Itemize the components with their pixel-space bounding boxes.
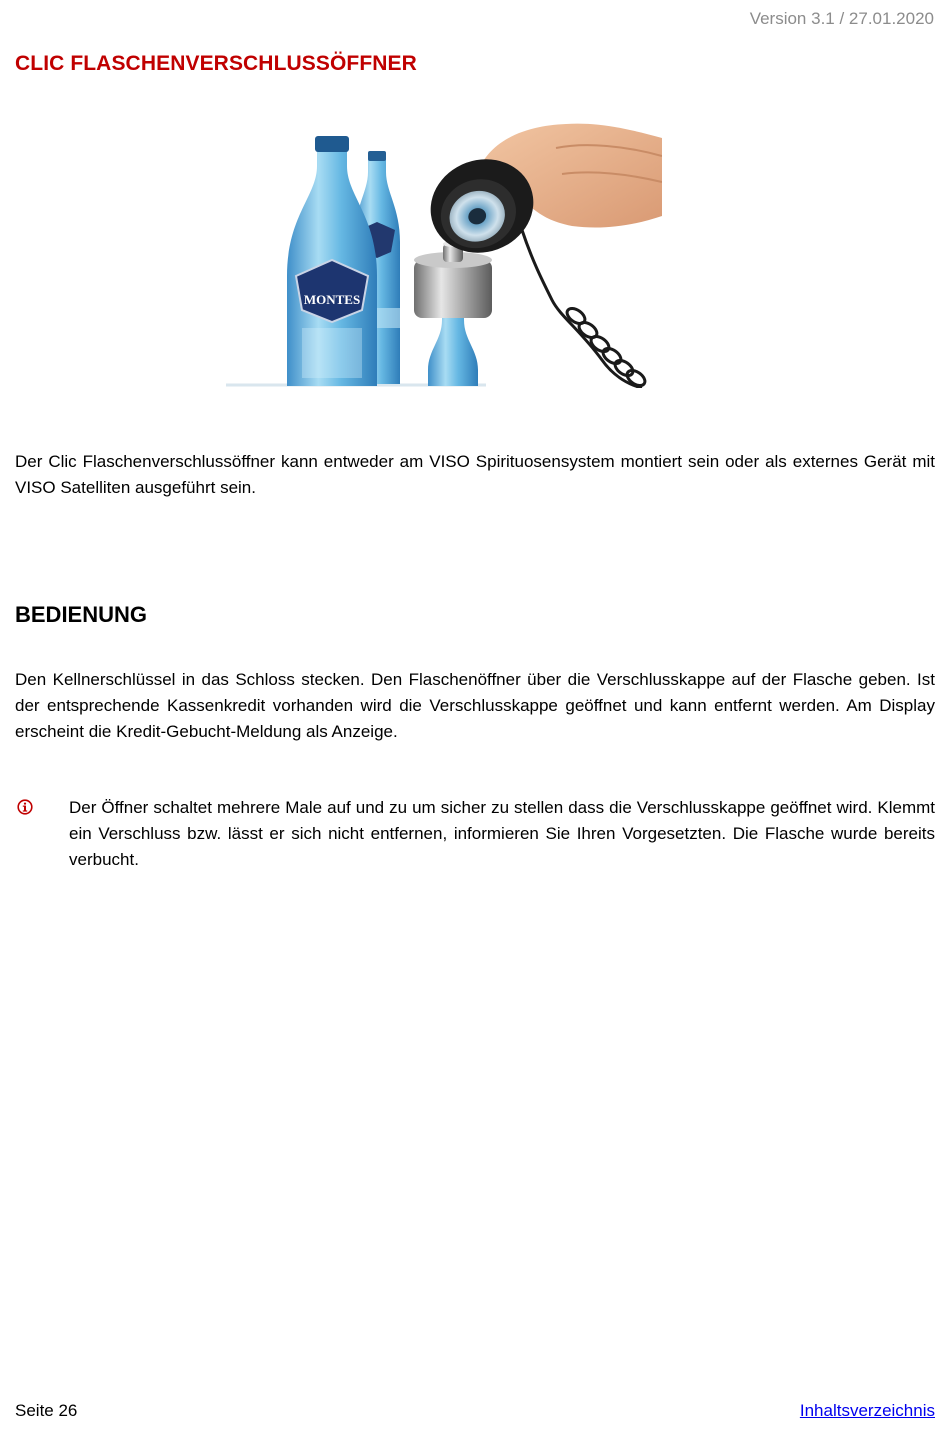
note-text: Der Öffner schaltet mehrere Male auf und zu um sicher zu stellen dass die Verschlusskappe geöffnet wird. Klemmt ein Verschluss bzw. lässt er sich nicht entfernen, informieren Sie Ihren Vorgesetzten. Die Flasche wurde bereits verbucht. <box>69 798 935 869</box>
operation-heading: BEDIENUNG <box>15 602 148 627</box>
page-number: Seite 26 <box>15 1401 78 1420</box>
info-note <box>15 795 935 873</box>
operation-paragraph: Den Kellnerschlüssel in das Schloss stecken. Den Flaschenöffner über die Verschlusskappe auf der Flasche geben. Ist der entsprechende Kassenkredit vorhanden wird die Verschlusskappe geöffnet und kann entfernt werden. Am Display erscheint die Kredit-Gebucht-Meldung als Anzeige. <box>15 670 935 741</box>
intro-paragraph: Der Clic Flaschenverschlussöffner kann entweder am VISO Spirituosensystem montiert sein oder als externes Gerät mit VISO Satelliten ausgeführt sein. <box>15 452 935 497</box>
bottle-opener-photo <box>226 118 662 388</box>
section-title: CLIC FLASCHENVERSCHLUSSÖFFNER <box>15 52 417 75</box>
bottle-label: MONTES <box>303 292 361 307</box>
info-icon <box>17 799 33 815</box>
toc-link[interactable]: Inhaltsverzeichnis <box>799 1401 935 1420</box>
version-label: Version 3.1 / 27.01.2020 <box>749 9 934 28</box>
